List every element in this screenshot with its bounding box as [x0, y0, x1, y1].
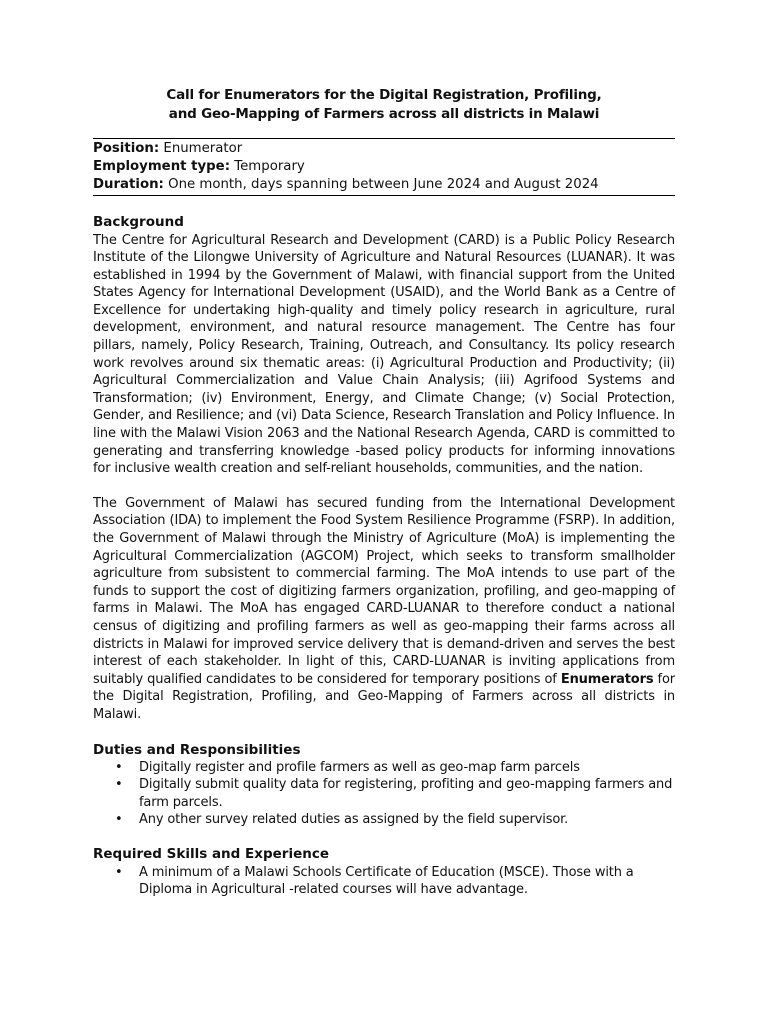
duration-label: Duration:: [93, 177, 164, 192]
paragraph-2-text-after: for the Digital Registration, Profiling, and Geo-Mapping of Farmers across all districts in Malawi.: [93, 671, 675, 722]
skills-heading: Required Skills and Experience: [93, 846, 329, 863]
skills-section: [93, 846, 675, 898]
background-section: [93, 214, 675, 724]
skills-list: [93, 864, 675, 899]
background-heading: Background: [93, 214, 184, 230]
job-meta-block: [93, 138, 675, 196]
skill-item: • A minimum of a Malawi Schools Certificate of Education (MSCE). Those with a Diploma in Agricultural -related courses will have advantage.: [93, 864, 675, 899]
position-label: Position:: [93, 141, 160, 156]
duty-item: • Digitally register and profile farmers as well as geo-map farm parcels: [93, 759, 675, 776]
enumerators-emphasis: Enumerators: [560, 671, 654, 687]
employment-type-label: Employment type:: [93, 159, 231, 174]
duties-list: [93, 759, 675, 828]
position-value: Enumerator: [163, 141, 243, 156]
duty-item: • Digitally submit quality data for registering, profiting and geo-mapping farmers and farm parcels.: [93, 776, 675, 811]
paragraph-2-text-before: The Government of Malawi has secured funding from the International Development Association (IDA) to implement the Food System Resilience Programme (FSRP). In addition, the Government of Malawi through the Ministry of Agriculture (MoA) is implementing the Agricultural Commercialization (AGCOM) Project, which seeks to transform smallholder agriculture from subsistent to commercial farming. The MoA intends to use part of the funds to support the cost of digitizing farmers organization, profiling, and geo-mapping of farms in Malawi. The MoA has engaged CARD-LUANAR to therefore conduct a national census of digitizing and profiling farmers as well as geo-mapping their farms across all districts in Malawi for improved service delivery that is demand-driven and serves the best interest of each stakeholder. In light of this, CARD-LUANAR is inviting applications from suitably qualified candidates to be considered for temporary positions of: [93, 495, 675, 687]
background-paragraph-1: The Centre for Agricultural Research and Development (CARD) is a Public Policy Research Institute of the Lilongwe University of Agriculture and Natural Resources (LUANAR). It was established in 1994 by the Government of Malawi, with financial support from the United States Agency for International Development (USAID), and the World Bank as a Centre of Excellence for undertaking high-quality and timely policy research in agriculture, rural development, environment, and natural resource management. The Centre has four pillars, namely, Policy Research, Training, Outreach, and Consultancy. Its policy research work revolves around six thematic areas: (i) Agricultural Production and Productivity; (ii) Agricultural Commercialization and Value Chain Analysis; (iii) Agrifood Systems and Transformation; (iv) Environment, Energy, and Climate Change; (v) Social Protection, Gender, and Resilience; and (vi) Data Science, Research Translation and Policy Influence. In line with the Malawi Vision 2063 and the National Research Agenda, CARD is committed to generating and transferring knowledge -based policy products for informing innovations for inclusive wealth creation and self-reliant households, communities, and the nation.: [93, 232, 675, 477]
employment-type-value: Temporary: [234, 159, 305, 174]
document-page: [93, 86, 675, 898]
duties-section: [93, 742, 675, 829]
background-paragraph-2: [93, 495, 675, 724]
title-line-1: Call for Enumerators for the Digital Registration, Profiling,: [166, 87, 602, 103]
title-line-2: and Geo-Mapping of Farmers across all districts in Malawi: [168, 106, 600, 122]
duration-row: [93, 176, 675, 194]
position-row: [93, 140, 675, 158]
duty-item: • Any other survey related duties as assigned by the field supervisor.: [93, 811, 675, 828]
duration-value: One month, days spanning between June 2024 and August 2024: [168, 177, 599, 192]
duties-heading: Duties and Responsibilities: [93, 741, 301, 758]
document-title: [93, 86, 675, 124]
employment-type-row: [93, 158, 675, 176]
